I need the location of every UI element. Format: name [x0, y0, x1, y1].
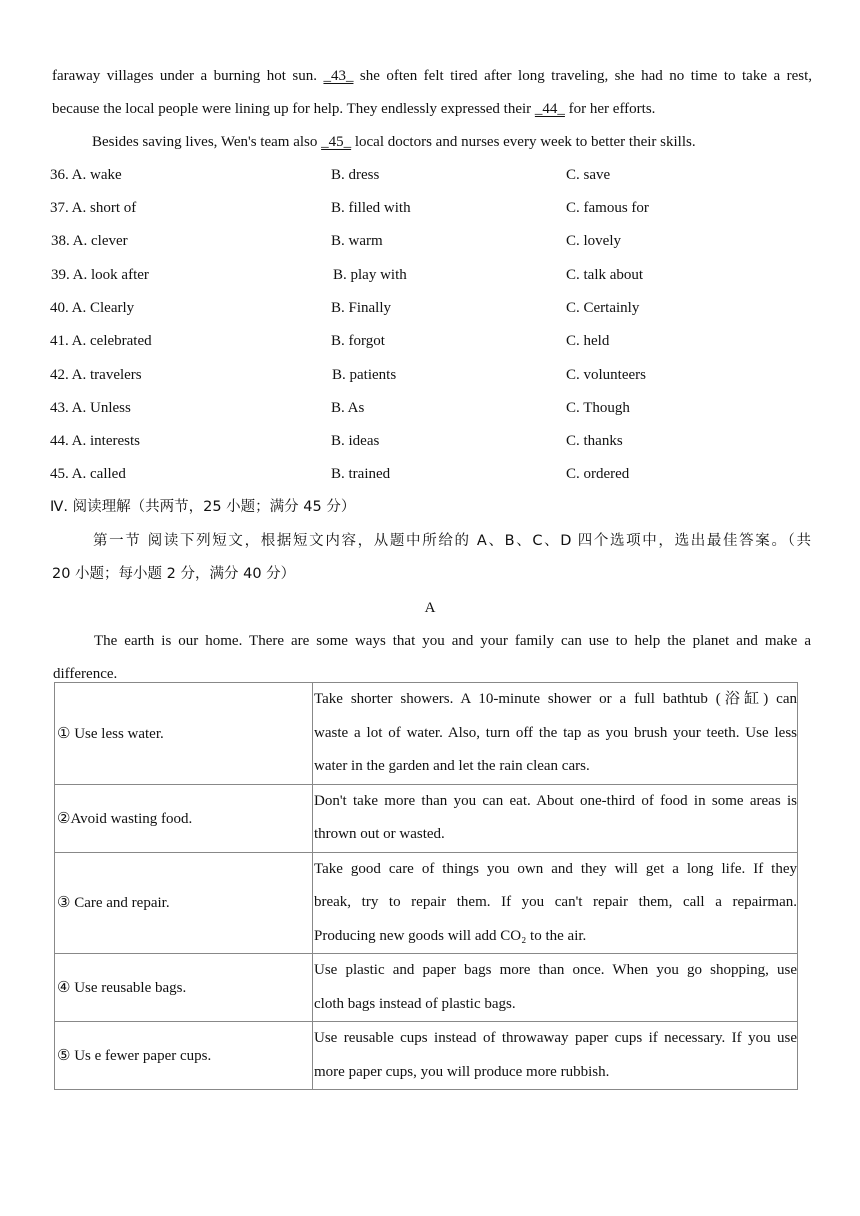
- option-b: B. ideas: [331, 433, 380, 449]
- option-b: B. forgot: [331, 333, 385, 349]
- passage-text: faraway villages under a burning hot sun.: [52, 68, 324, 84]
- passage-text: she often felt tired after long traveling, she had no time to take a rest,: [353, 68, 812, 84]
- option-c: C. lovely: [566, 233, 621, 249]
- passage-line-2: [52, 99, 812, 119]
- tip-title: ① Use less water.: [55, 683, 313, 785]
- option-a: 39. A. look after: [51, 267, 149, 283]
- option-a: 43. A. Unless: [50, 400, 131, 416]
- option-c: C. talk about: [566, 267, 644, 283]
- option-b: B. warm: [331, 233, 383, 249]
- blank-45: _45_: [321, 134, 352, 150]
- description-line: Use reusable cups instead of throwaway paper cups if necessary. If you use: [314, 1030, 797, 1046]
- description-line: Use plastic and paper bags more than once. When you go shopping, use: [314, 962, 797, 978]
- description-line: cloth bags instead of plastic bags.: [314, 995, 516, 1012]
- option-a: 38. A. clever: [51, 233, 128, 249]
- tip-title: ⑤ Us e fewer paper cups.: [55, 1022, 313, 1090]
- tip-title: ③ Care and repair.: [55, 852, 313, 954]
- option-c: C. Though: [566, 400, 630, 416]
- section-heading: Ⅳ. 阅读理解（共两节，25 小题；满分 45 分）: [50, 499, 356, 515]
- intro-line-1: The earth is our home. There are some ways that you and your family can use to help the planet and make a: [94, 633, 811, 649]
- description-line: Producing new goods will add CO₂ to the air.: [314, 927, 587, 944]
- option-b: B. dress: [331, 167, 380, 183]
- option-c: C. save: [566, 167, 611, 183]
- tips-table: [54, 682, 798, 1090]
- table-row: [55, 954, 798, 1022]
- tip-title: ②Avoid wasting food.: [55, 784, 313, 852]
- option-a: 44. A. interests: [50, 433, 140, 449]
- description-line: waste a lot of water. Also, turn off the tap as you brush your teeth. Use less: [314, 724, 797, 741]
- option-b: B. filled with: [331, 200, 411, 216]
- option-a: 42. A. travelers: [50, 367, 142, 383]
- intro-line-2: difference.: [53, 666, 118, 682]
- option-c: C. Certainly: [566, 300, 640, 316]
- passage-text: local doctors and nurses every week to better their skills.: [351, 134, 696, 150]
- option-b: B. Finally: [331, 300, 392, 316]
- option-a: 40. A. Clearly: [50, 300, 135, 316]
- section-instruction: 第一节 阅读下列短文，根据短文内容，从题中所给的 A、B、C、D 四个选项中，选出最佳答案。（共: [93, 533, 811, 549]
- table-row: [55, 852, 798, 954]
- tip-description: [313, 784, 798, 852]
- option-b: B. patients: [332, 367, 397, 383]
- option-b: B. play with: [333, 267, 407, 283]
- table-row: [55, 683, 798, 785]
- option-a: 37. A. short of: [50, 200, 137, 216]
- option-c: C. held: [566, 333, 610, 349]
- description-line: break, try to repair them. If you can't repair them, call a repairman.: [314, 894, 797, 910]
- passage-label: A: [424, 600, 436, 616]
- option-a: 36. A. wake: [50, 167, 122, 183]
- description-line: water in the garden and let the rain clean cars.: [314, 758, 590, 774]
- table-row: [55, 784, 798, 852]
- option-c: C. thanks: [566, 433, 623, 449]
- option-b: B. trained: [331, 466, 391, 482]
- description-line: more paper cups, you will produce more rubbish.: [314, 1063, 610, 1080]
- tip-title: ④ Use reusable bags.: [55, 954, 313, 1022]
- passage-text: for her efforts.: [564, 101, 656, 117]
- section-instruction-cont: 20 小题；每小题 2 分，满分 40 分）: [52, 566, 296, 582]
- tip-description: [313, 954, 798, 1022]
- blank-44: _44_: [534, 101, 565, 117]
- blank-43: _43_: [323, 68, 354, 84]
- option-c: C. volunteers: [566, 367, 646, 383]
- table-row: [55, 1022, 798, 1090]
- option-c: C. ordered: [566, 466, 630, 482]
- passage-text: because the local people were lining up for help. They endlessly expressed their: [52, 101, 535, 117]
- tip-description: [313, 683, 798, 785]
- option-b: B. As: [331, 400, 365, 416]
- tip-description: [313, 852, 798, 954]
- passage-text: Besides saving lives, Wen's team also: [92, 134, 322, 150]
- passage-line-1: [52, 66, 812, 86]
- option-a: 41. A. celebrated: [50, 333, 152, 349]
- tip-description: [313, 1022, 798, 1090]
- description-line: Take shorter showers. A 10-minute shower or a full bathtub (浴缸) can: [314, 691, 797, 707]
- description-line: thrown out or wasted.: [314, 826, 445, 842]
- option-a: 45. A. called: [50, 466, 126, 482]
- passage-line-3: [92, 132, 852, 152]
- description-line: Don't take more than you can eat. About one-third of food in some areas is: [314, 792, 797, 809]
- description-line: Take good care of things you own and they will get a long life. If they: [314, 860, 797, 877]
- option-c: C. famous for: [566, 200, 649, 216]
